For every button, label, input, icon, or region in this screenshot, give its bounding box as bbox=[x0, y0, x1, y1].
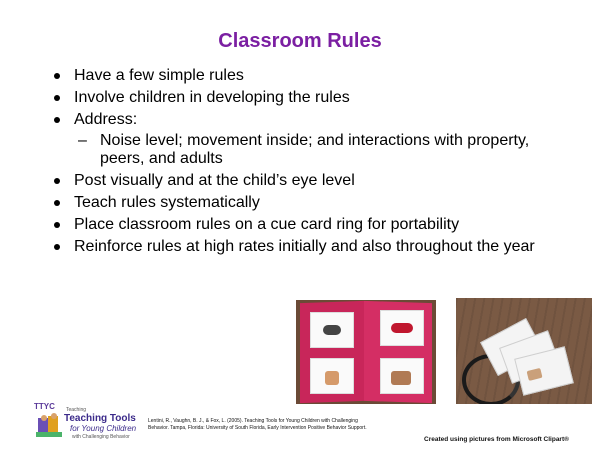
children-logo-icon bbox=[36, 412, 64, 438]
bullet-dot-icon bbox=[54, 178, 60, 184]
hands-icon bbox=[391, 371, 411, 385]
bullet-text: Have a few simple rules bbox=[74, 67, 244, 84]
rule-card bbox=[380, 358, 424, 394]
bullet-item bbox=[50, 171, 570, 190]
bullet-item bbox=[50, 193, 570, 212]
dash-icon: – bbox=[78, 132, 87, 149]
slide-title: Classroom Rules bbox=[218, 30, 382, 52]
logo-main-text-2: for Young Children bbox=[70, 424, 137, 433]
bullet-dot-icon bbox=[54, 222, 60, 228]
bullet-text: Teach rules systematically bbox=[74, 194, 260, 211]
logo-sub-text: with Challenging Behavior bbox=[72, 434, 130, 440]
bullet-dot-icon bbox=[54, 117, 60, 123]
hand-icon bbox=[527, 368, 543, 381]
lips-icon bbox=[391, 323, 413, 333]
bullet-list bbox=[50, 66, 570, 259]
rule-card bbox=[380, 310, 424, 346]
bullet-text: Involve children in developing the rules bbox=[74, 89, 350, 106]
ttyc-logo bbox=[34, 402, 140, 442]
bullet-text: Reinforce rules at high rates initially and also throughout the year bbox=[74, 238, 535, 255]
bullet-item bbox=[50, 110, 570, 129]
rule-card bbox=[310, 358, 354, 394]
rules-folder-photo bbox=[296, 300, 436, 404]
clipart-credit: Created using pictures from Microsoft Clipart® bbox=[424, 436, 569, 443]
hand-icon bbox=[325, 371, 339, 385]
eyes-icon bbox=[323, 325, 341, 335]
sub-bullet-text: Noise level; movement inside; and interactions with property, peers, and adults bbox=[100, 132, 530, 167]
bullet-item bbox=[50, 88, 570, 107]
bullet-item bbox=[50, 66, 570, 85]
bullet-dot-icon bbox=[54, 200, 60, 206]
bullet-text: Address: bbox=[74, 111, 138, 128]
bullet-item bbox=[50, 215, 570, 234]
bullet-text: Post visually and at the child’s eye level bbox=[74, 172, 355, 189]
bullet-item bbox=[50, 237, 570, 256]
cue-card-ring-photo bbox=[456, 298, 592, 404]
logo-small-text: Teaching bbox=[66, 407, 87, 413]
bullet-dot-icon bbox=[54, 244, 60, 250]
rule-card bbox=[310, 312, 354, 348]
logo-tag: TTYC bbox=[34, 402, 55, 411]
logo-main-text: Teaching Tools bbox=[64, 413, 136, 424]
bullet-dot-icon bbox=[54, 73, 60, 79]
bullet-text: Place classroom rules on a cue card ring for portability bbox=[74, 216, 460, 233]
citation: Lentini, R., Vaughn, B. J., & Fox, L. (2005). Teaching Tools for Young Children with Challenging Behavior. Tampa, Florida: University of South Florida, Early Intervention Positive Behavior Support. bbox=[148, 418, 367, 431]
sub-bullet-item bbox=[50, 132, 570, 168]
bullet-dot-icon bbox=[54, 95, 60, 101]
